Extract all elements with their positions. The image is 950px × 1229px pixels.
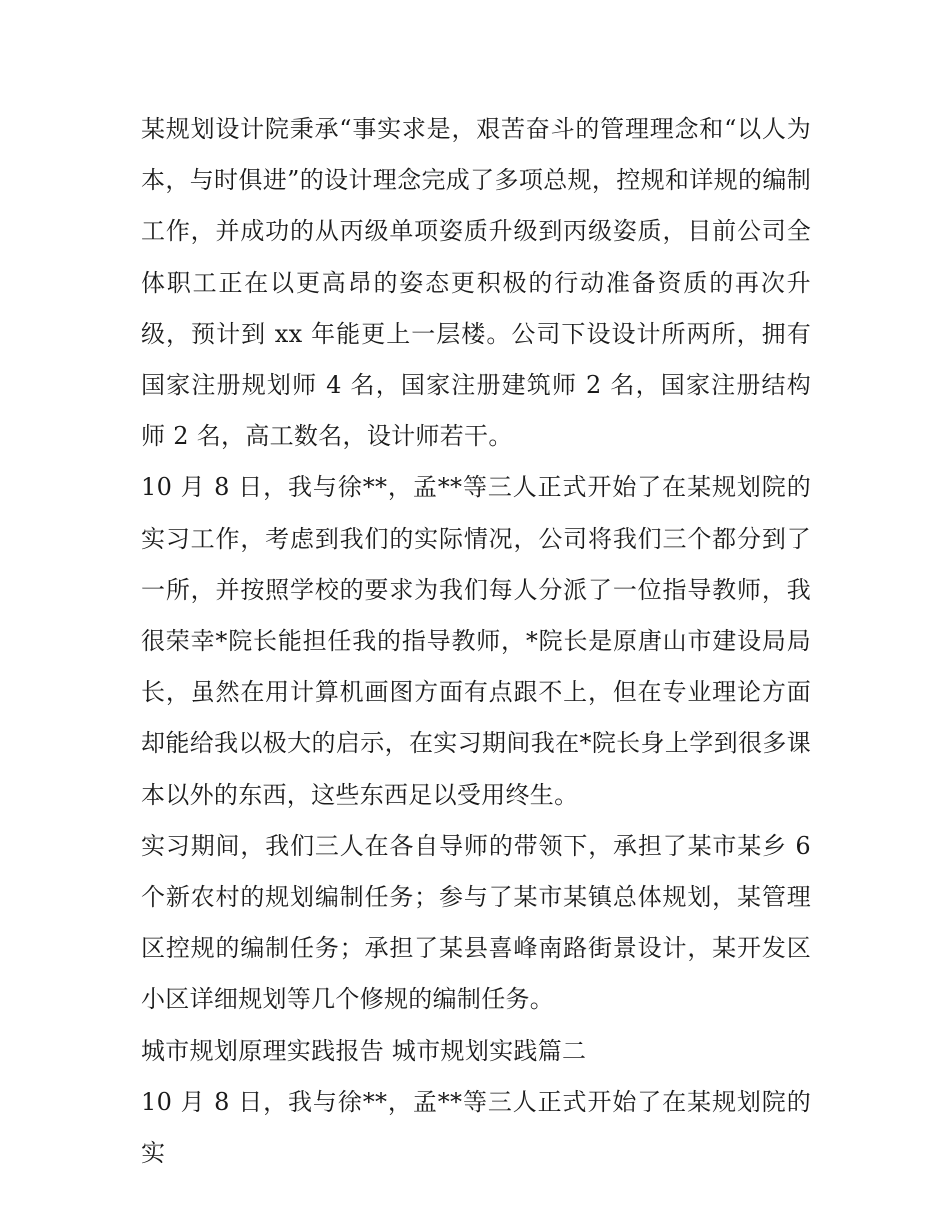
paragraph-company-intro: 某规划设计院秉承“事实求是，艰苦奋斗的管理理念和“以人为本，与时俱进”的设计理念完成了多项总规，控规和详规的编制工作，并成功的从丙级单项姿质升级到丙级姿质，目前公司全体职工正在以更高昂的姿态更积极的行动准备资质的再次升级，预计到 xx 年能更上一层楼。公司下设设计所两所，拥有国家注册规划师 4 名，国家注册建筑师 2 名，国家注册结构师 2 名，高工数名，设计师若干。 — [141, 115, 811, 451]
paragraph-continued: 10 月 8 日，我与徐**，孟**等三人正式开始了在某规划院的实 — [141, 1087, 811, 1168]
document-body — [141, 104, 811, 1168]
section-heading: 城市规划原理实践报告 城市规划实践篇二 — [141, 1036, 587, 1065]
paragraph-internship-tasks: 实习期间，我们三人在各自导师的带领下，承担了某市某乡 6 个新农村的规划编制任务；参与了某市某镇总体规划，某管理区控规的编制任务；承担了某县喜峰南路街景设计，某开发区小区详细规划等几个修规的编制任务。 — [141, 831, 811, 1014]
paragraph-internship-start: 10 月 8 日，我与徐**，孟**等三人正式开始了在某规划院的实习工作，考虑到我们的实际情况，公司将我们三个都分到了一所，并按照学校的要求为我们每人分派了一位指导教师，我很荣幸*院长能担任我的指导教师，*院长是原唐山市建设局局长，虽然在用计算机画图方面有点跟不上，但在专业理论方面却能给我以极大的启示，在实习期间我在*院长身上学到很多课本以外的东西，这些东西足以受用终生。 — [141, 473, 811, 809]
